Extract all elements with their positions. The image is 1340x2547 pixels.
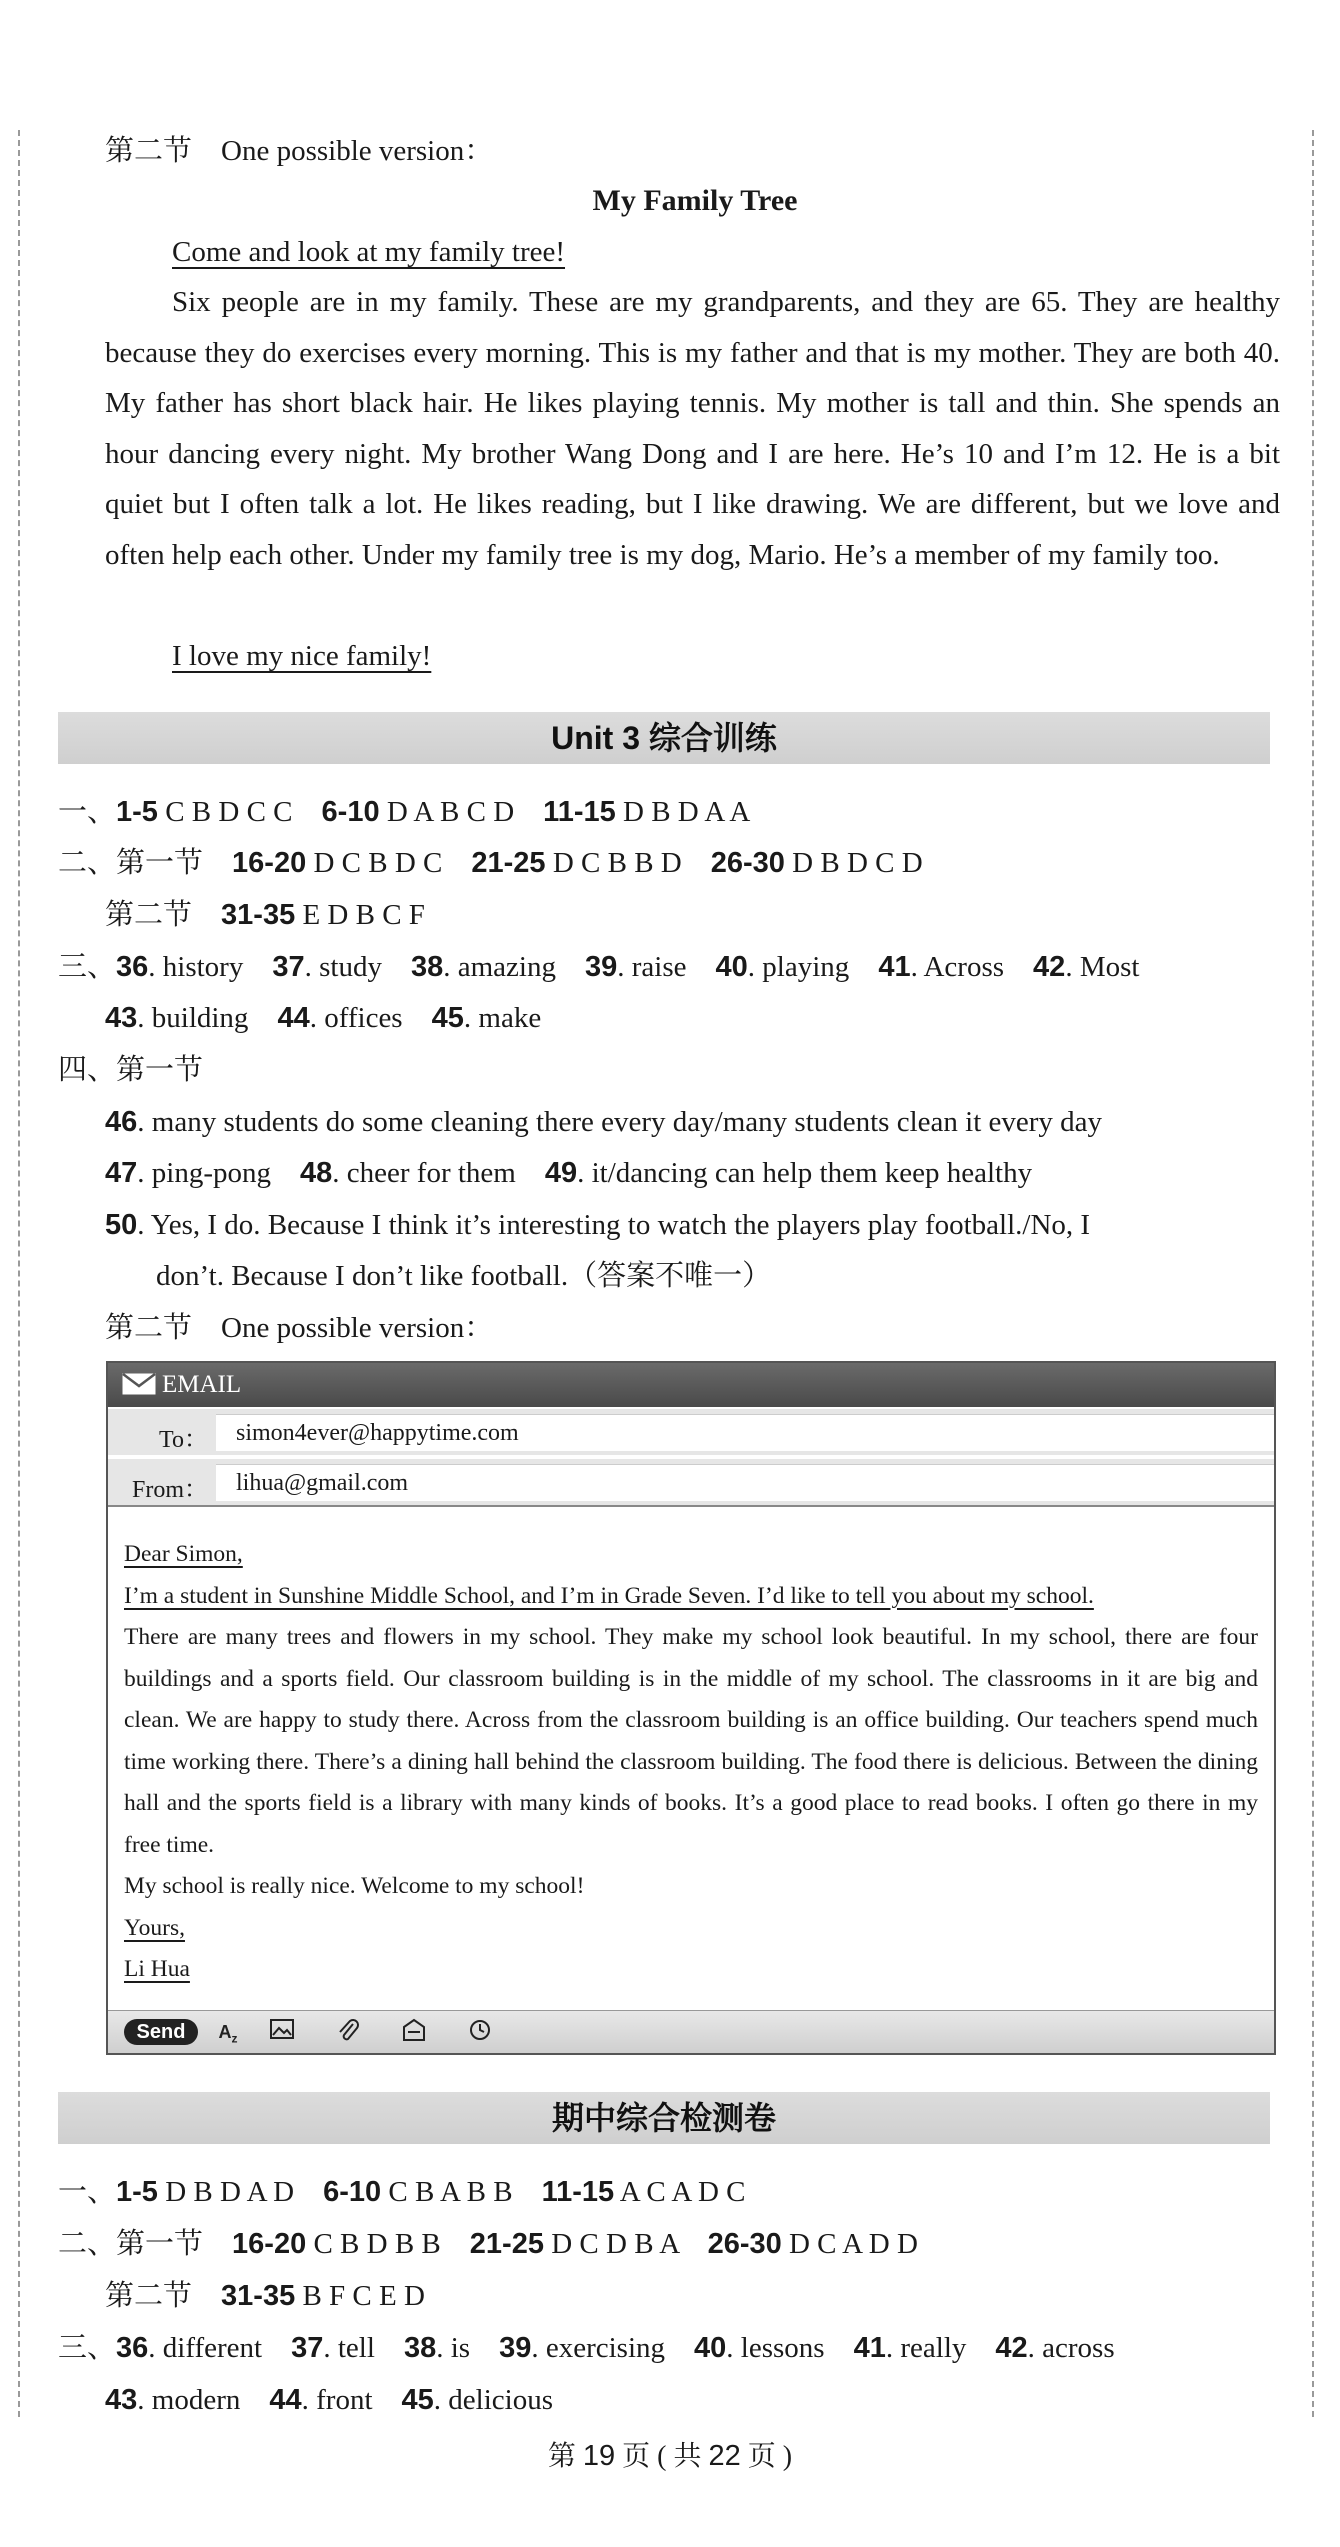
to-field[interactable]: simon4ever@happytime.com [216,1414,1274,1451]
unit3-line-9: 50. Yes, I do. Because I think it’s interesting to watch the players play football./No, I [105,1209,1091,1241]
email-toolbar [108,2010,1274,2053]
essay-intro: Come and look at my family tree! [172,236,566,268]
unit3-line-1: 一、1-5 C B D C C 6-10 D A B C D 11-15 D B D A A [58,796,751,828]
from-label: From： [131,1477,208,1503]
unit3-line-8: 47. ping-pong 48. cheer for them 49. it/dancing can help them keep healthy [105,1157,1033,1189]
midterm-line-3: 第二节 31-35 B F C E D [105,2280,425,2312]
page-number: 19 [582,2440,616,2472]
image-icon[interactable] [268,2018,296,2046]
email-closing: My school is really nice. Welcome to my school! [124,1873,585,1899]
from-field[interactable]: lihua@gmail.com [216,1464,1274,1501]
right-margin-line [1312,130,1314,2417]
email-signoff: Yours, [124,1914,185,1941]
clock-icon[interactable] [466,2018,494,2046]
midterm-line-2: 二、第一节 16-20 C B D B B 21-25 D C D B A 26-30 D C A D D [58,2228,918,2260]
email-body[interactable] [124,1534,1258,1991]
attachment-icon[interactable] [334,2018,362,2046]
unit3-line-10: don’t. Because I don’t like football.（答案不唯一） [156,1260,772,1292]
unit3-line-6: 四、第一节 [58,1054,204,1086]
send-button[interactable]: Send [124,2019,198,2045]
from-row [108,1459,1274,1507]
to-row [108,1409,1274,1455]
email-header-label: EMAIL [162,1371,242,1398]
email-greeting: Dear Simon, [124,1541,243,1567]
unit3-line-5: 43. building 44. offices 45. make [105,1002,542,1034]
midterm-line-5: 43. modern 44. front 45. delicious [105,2384,553,2416]
email-header-bar [108,1363,1274,1407]
unit3-line-4: 三、36. history 37. study 38. amazing 39. raise 40. playing 41. Across 42. Most [58,951,1140,983]
unit3-line-7: 46. many students do some cleaning there every day/many students clean it every day [105,1106,1103,1138]
unit3-banner: Unit 3 综合训练 [58,712,1270,764]
unit3-line-3: 第二节 31-35 E D B C F [105,899,425,931]
unit3-line-11: 第二节 One possible version： [105,1312,494,1344]
envelope-icon [122,1373,156,1395]
page-footer: 第 19 页 ( 共 22 页 ) [547,2440,793,2472]
email-intro: I’m a student in Sunshine Middle School, and I’m in Grade Seven. I’d like to tell you about my school. [124,1582,1094,1609]
to-label: To： [159,1427,208,1453]
left-margin-line [18,130,20,2417]
midterm-banner: 期中综合检测卷 [58,2092,1270,2144]
section-heading: 第二节 One possible version： [105,135,494,167]
essay-closing: I love my nice family! [172,640,432,672]
midterm-line-1: 一、1-5 D B D A D 6-10 C B A B B 11-15 A C A D C [58,2176,746,2208]
essay-title: My Family Tree [592,184,798,217]
email-signature: Li Hua [124,1956,190,1982]
page-total: 22 [708,2440,741,2472]
email-main-text: There are many trees and flowers in my school. They make my school look beautiful. In my school, there are four buildings and a sports field. Our classroom building is in the middle of my school. The classrooms in it are big and clean. We are happy to study there. Across from the classroom building is an office building. Our teachers spend much time working there. There’s a dining hall behind the classroom building. The food there is delicious. Between the dining hall and the sports field is a library with many kinds of books. It’s a good place to read books. I often go there in my free time. [124,1624,1258,1858]
essay-paragraph: Six people are in my family. These are my grandparents, and they are 65. They are healthy because they do exercises every morning. This is my father and that is my mother. They are both 40. My father has short black hair. He likes playing tennis. My mother is tall and thin. She spends an hour dancing every night. My brother Wang Dong and I are here. He’s 10 and I’m 12. He is a bit quiet but I often talk a lot. He likes reading, but I like drawing. We are different, but we love and often help each other. Under my family tree is my dog, Mario. He’s a member of my family too. [105,286,1280,571]
font-size-icon[interactable]: $A_z$ [218,2022,238,2046]
midterm-line-4: 三、36. different 37. tell 38. is 39. exercising 40. lessons 41. really 42. across [58,2332,1115,2364]
email-window [106,1361,1276,2055]
unit3-line-2: 二、第一节 16-20 D C B D C 21-25 D C B B D 26-30 D B D C D [58,847,923,879]
draft-icon[interactable] [400,2018,428,2046]
